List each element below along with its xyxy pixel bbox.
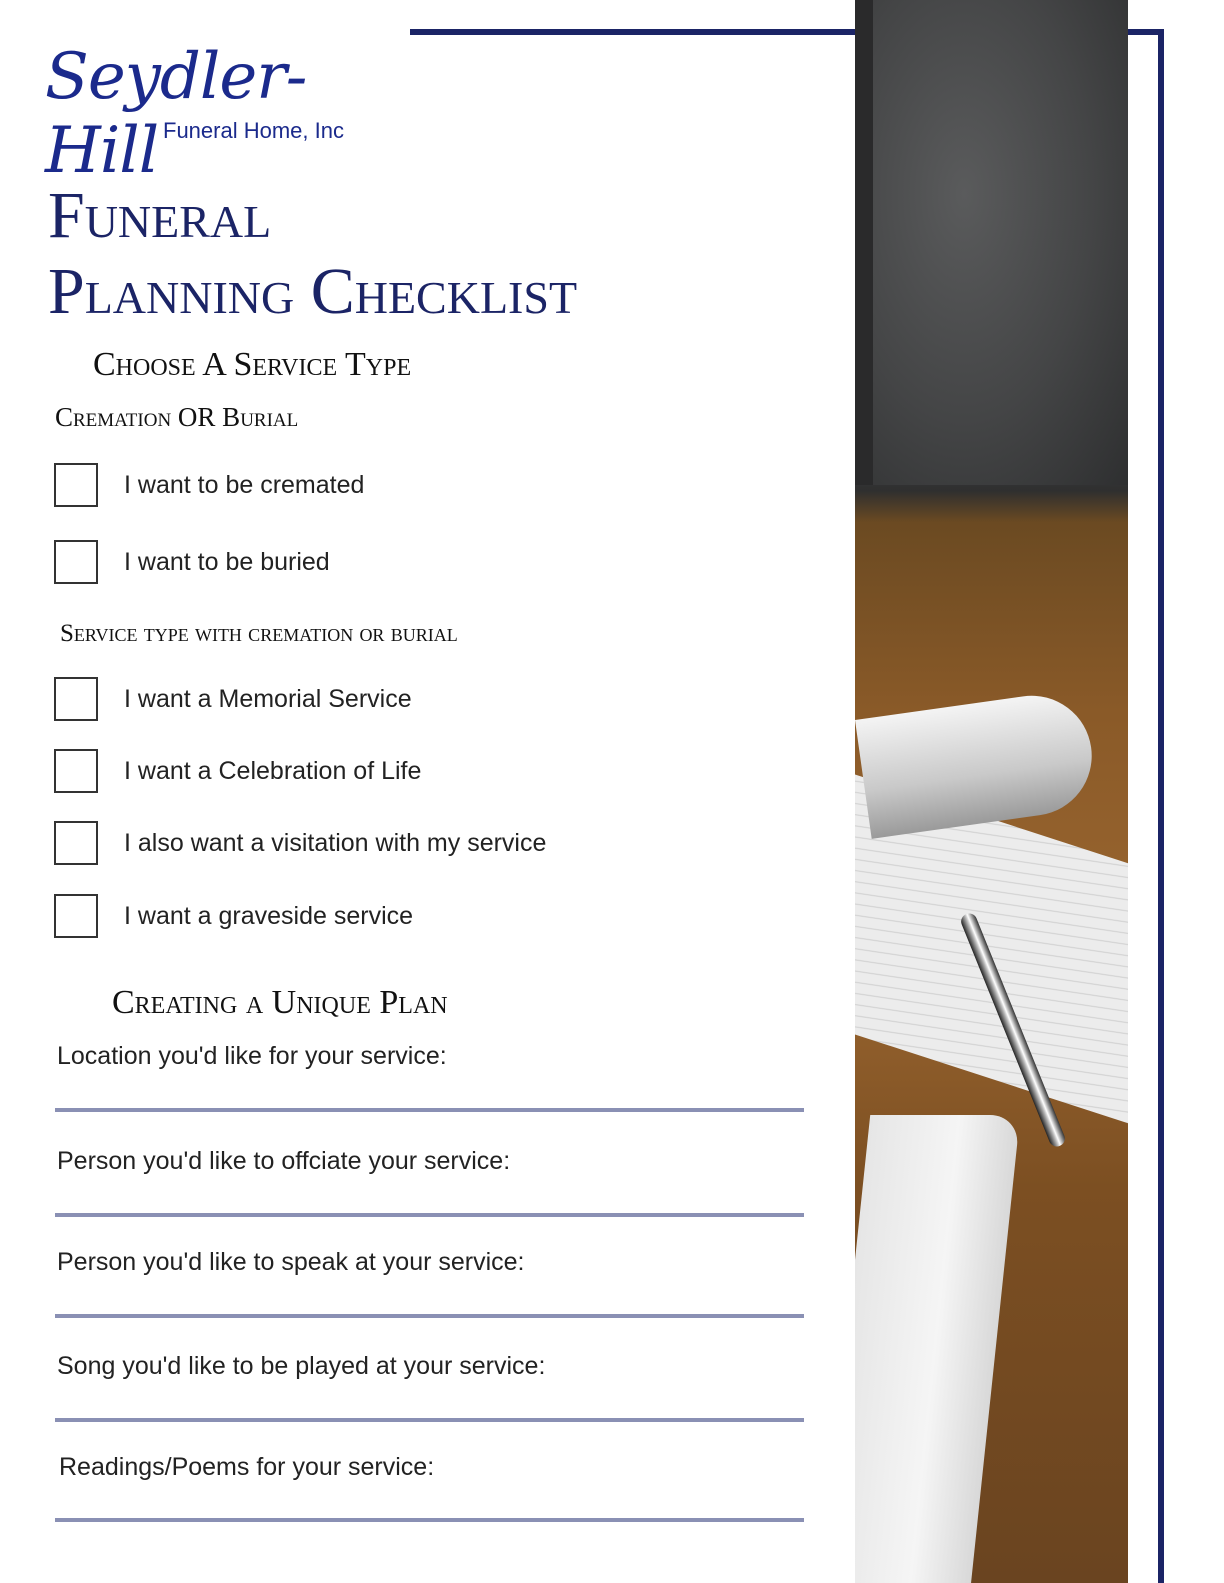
option-label: I want a Memorial Service bbox=[124, 684, 412, 713]
checkbox[interactable] bbox=[54, 677, 98, 721]
option-label: I also want a visitation with my service bbox=[124, 828, 547, 857]
option-buried[interactable] bbox=[54, 538, 330, 586]
photo-laptop bbox=[855, 1115, 1020, 1583]
option-memorial-service[interactable] bbox=[54, 675, 412, 723]
field-label: Person you'd like to offciate your service: bbox=[57, 1147, 511, 1175]
option-label: I want to be cremated bbox=[124, 470, 365, 499]
frame-right-line bbox=[1158, 29, 1164, 1583]
checkbox[interactable] bbox=[54, 463, 98, 507]
checkbox[interactable] bbox=[54, 821, 98, 865]
heading-unique-plan: Creating a Unique Plan bbox=[112, 984, 448, 1021]
write-line[interactable] bbox=[55, 1108, 804, 1112]
photo-wall bbox=[855, 0, 1128, 485]
page-title bbox=[48, 178, 577, 330]
option-cremated[interactable] bbox=[54, 461, 364, 509]
heading-choose-service: Choose A Service Type bbox=[93, 346, 412, 383]
field-label: Location you'd like for your service: bbox=[57, 1042, 447, 1070]
option-graveside-service[interactable] bbox=[54, 892, 413, 940]
write-line[interactable] bbox=[55, 1418, 804, 1422]
field-label: Readings/Poems for your service: bbox=[59, 1453, 435, 1481]
field-label: Person you'd like to speak at your service: bbox=[57, 1248, 525, 1276]
title-line-2: Planning Checklist bbox=[48, 255, 578, 328]
title-line-1: Funeral bbox=[48, 179, 272, 252]
option-label: I want a graveside service bbox=[124, 901, 414, 930]
option-label: I want a Celebration of Life bbox=[124, 756, 422, 785]
option-label: I want to be buried bbox=[124, 547, 330, 576]
write-line[interactable] bbox=[55, 1518, 804, 1522]
heading-cremation-or-burial: Cremation OR Burial bbox=[55, 402, 299, 432]
checkbox[interactable] bbox=[54, 894, 98, 938]
company-logo bbox=[45, 40, 385, 188]
option-visitation[interactable] bbox=[54, 819, 546, 867]
photo-shadow bbox=[855, 0, 873, 485]
write-line[interactable] bbox=[55, 1314, 804, 1318]
logo-subtitle: Funeral Home, Inc bbox=[163, 118, 344, 143]
checkbox[interactable] bbox=[54, 749, 98, 793]
heading-service-type: Service type with cremation or burial bbox=[60, 620, 458, 647]
write-line[interactable] bbox=[55, 1213, 804, 1217]
field-label: Song you'd like to be played at your service: bbox=[57, 1352, 546, 1380]
logo-script: Seydler-Hill bbox=[45, 40, 307, 188]
checkbox[interactable] bbox=[54, 540, 98, 584]
desk-photo bbox=[855, 0, 1128, 1583]
photo-paper-roll bbox=[855, 688, 1099, 839]
option-celebration-of-life[interactable] bbox=[54, 747, 421, 795]
